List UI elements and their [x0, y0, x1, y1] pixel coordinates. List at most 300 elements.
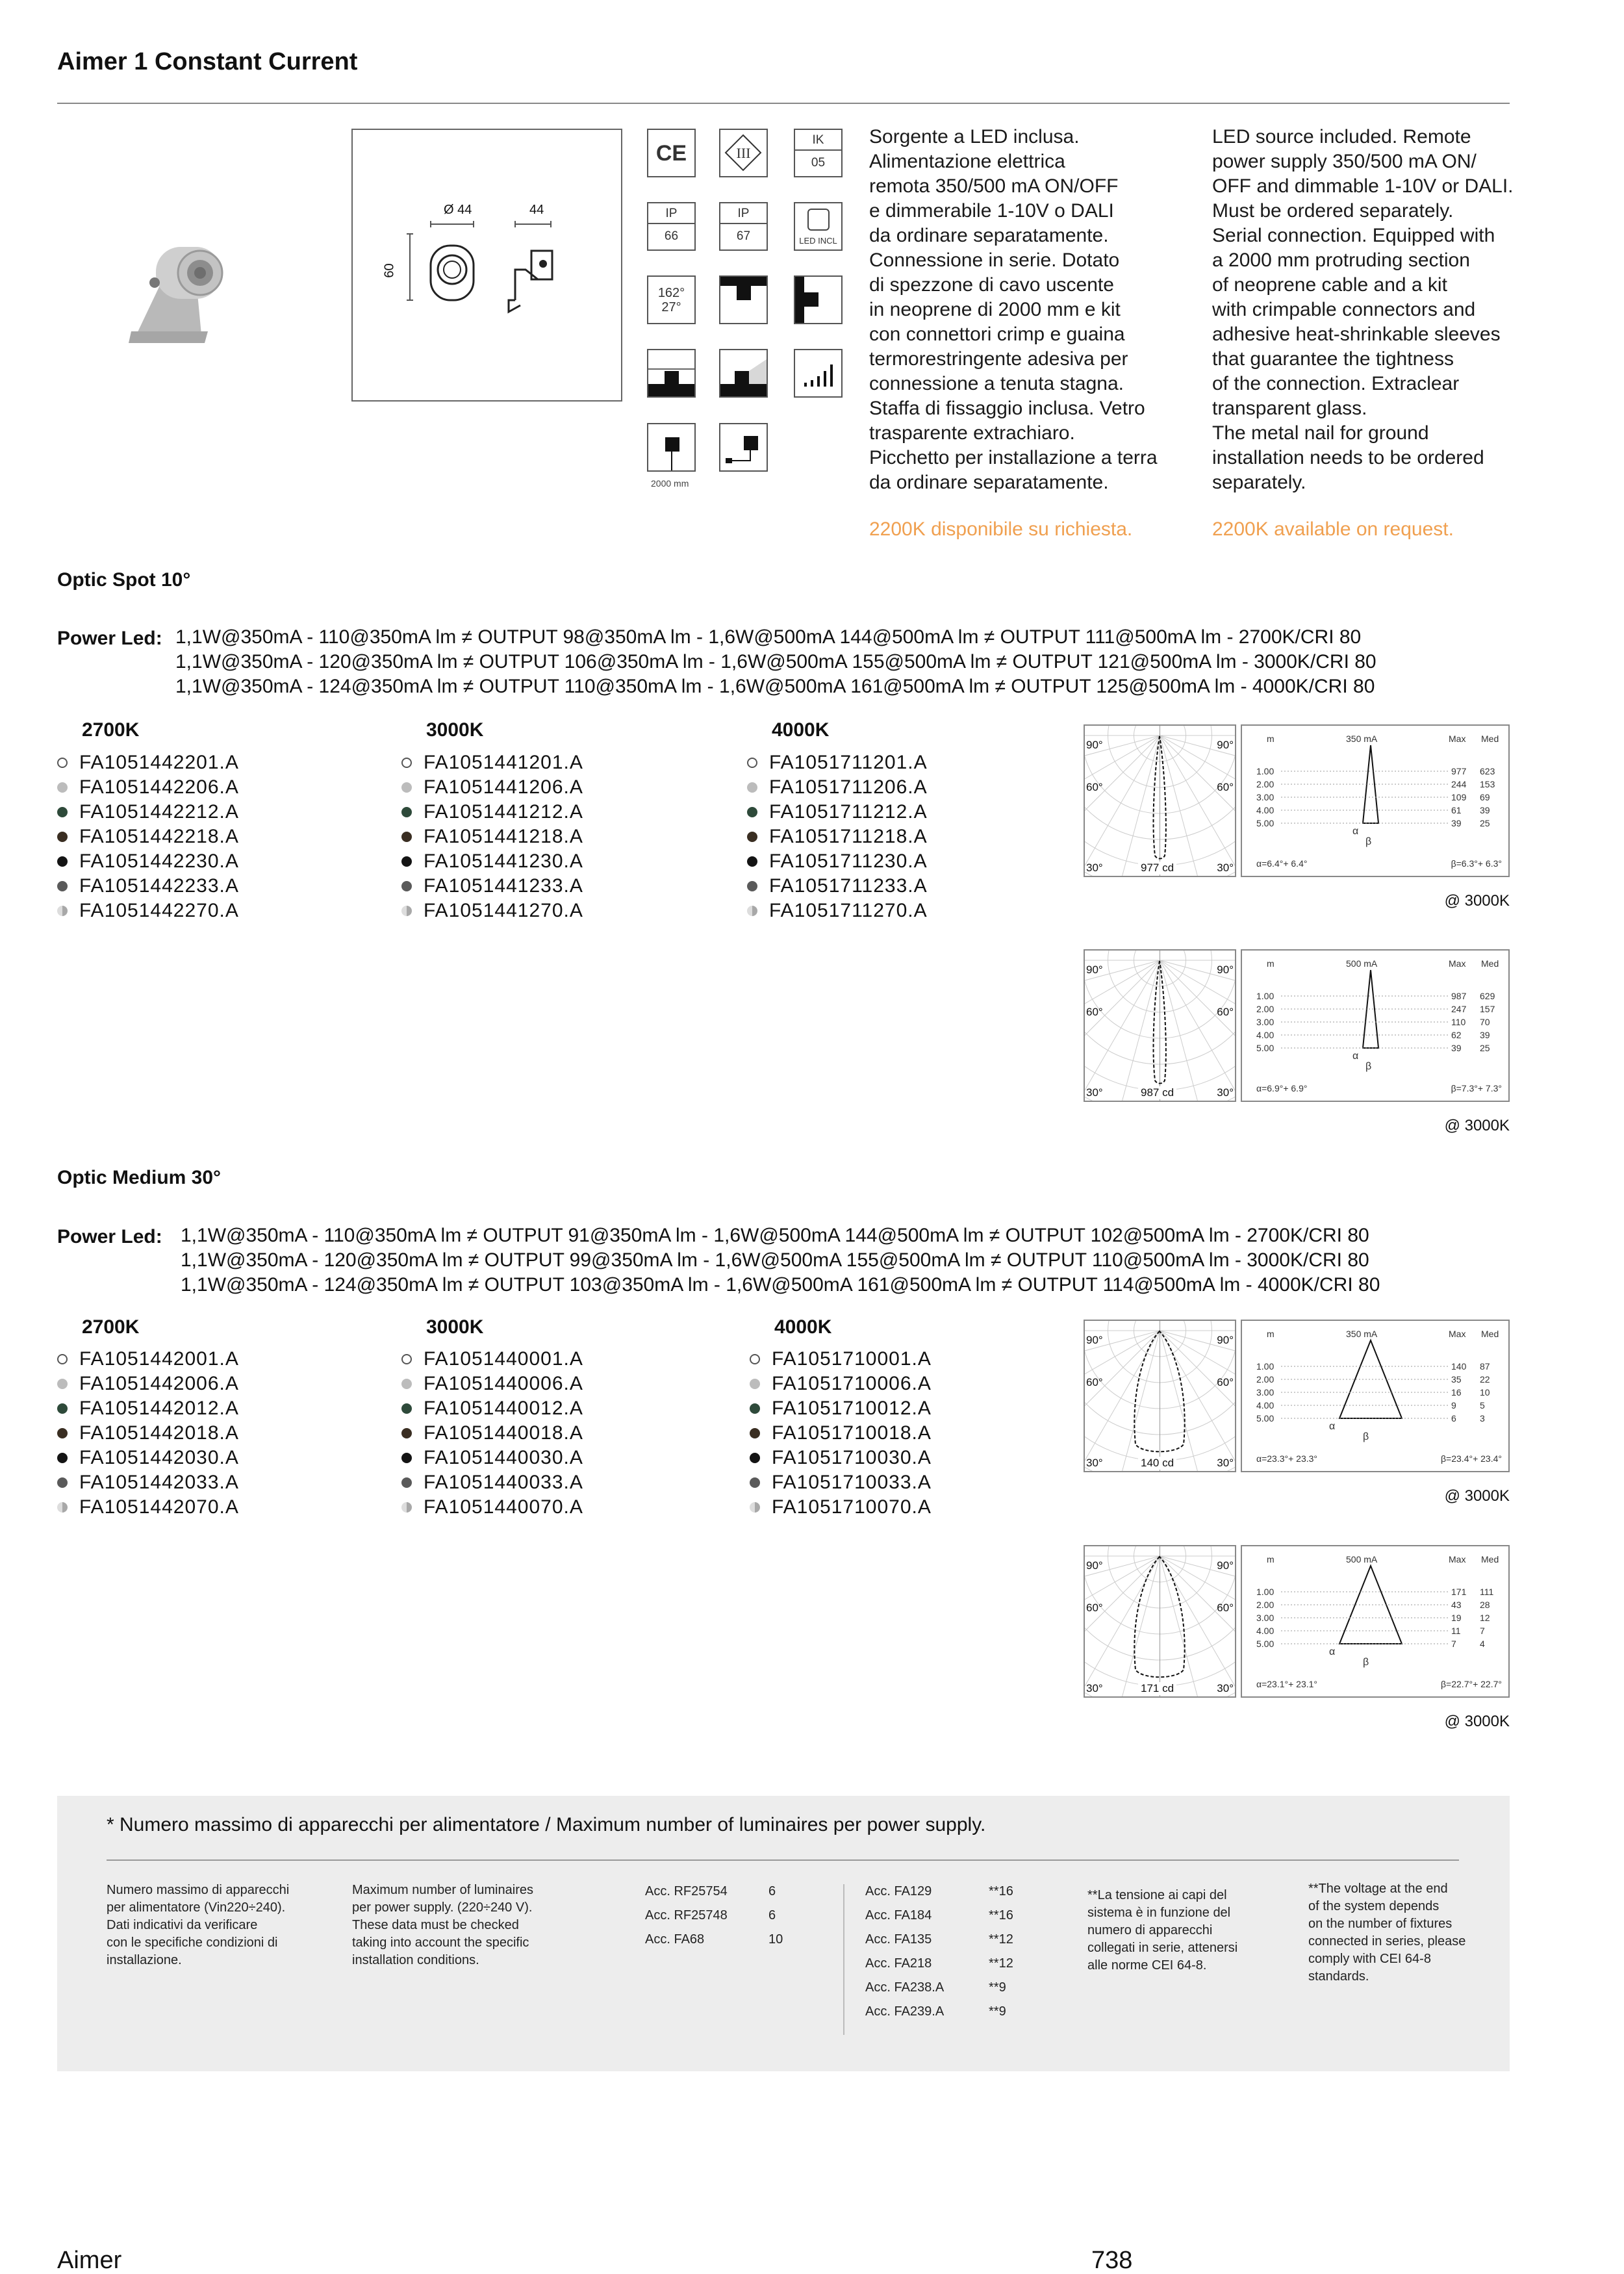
product-code-item [401, 899, 583, 923]
finish-color-swatch [747, 856, 757, 867]
code-list-4000k [750, 1347, 932, 1520]
finish-color-swatch [401, 1354, 412, 1364]
product-code-item [57, 1470, 239, 1495]
column-head-3000k: 3000K [426, 719, 484, 741]
max-lux-value: 247 [1451, 1004, 1467, 1014]
product-code-item [401, 1396, 583, 1421]
wall-mount-icon [794, 275, 843, 324]
cable-icon [647, 423, 696, 472]
dimension-diameter: Ø 44 [444, 203, 472, 217]
max-lux-value: 6 [1451, 1413, 1456, 1424]
max-lux-value: 19 [1451, 1613, 1462, 1623]
product-code: FA1051442030.A [79, 1447, 239, 1468]
product-code: FA1051442070.A [79, 1496, 239, 1518]
angle-label: 60° [1086, 781, 1103, 793]
tilt-angle-icon: 162° 27° [647, 275, 696, 324]
product-code-item [747, 849, 928, 874]
max-luminaires: **9 [989, 1980, 1006, 1995]
product-code: FA1051441218.A [424, 826, 583, 847]
angle-label: 30° [1217, 1086, 1234, 1099]
angle-label: 60° [1086, 1006, 1103, 1018]
angle-label: 90° [1217, 739, 1234, 751]
product-code: FA1051710018.A [772, 1422, 932, 1444]
angle-label: 90° [1217, 1334, 1234, 1346]
power-supply-box [57, 1796, 1510, 2071]
peak-intensity: 987 cd [1138, 1086, 1176, 1099]
accessory-code: Acc. RF25754 [645, 1884, 728, 1898]
accessory-row [645, 1932, 840, 1956]
product-code: FA1051442233.A [79, 875, 239, 897]
product-code: FA1051442033.A [79, 1472, 239, 1493]
max-luminaires: **16 [989, 1884, 1013, 1898]
beta-symbol: β [1363, 1657, 1369, 1668]
product-code-item [401, 1495, 583, 1520]
finish-color-swatch [401, 1379, 412, 1389]
angle-label: 90° [1086, 1559, 1103, 1572]
power-led-lines [175, 625, 1377, 699]
product-code-item [401, 750, 583, 775]
product-code: FA1051711218.A [769, 826, 928, 847]
footer-text-line: Dati indicativi da verificare [107, 1918, 258, 1932]
product-code: FA1051440070.A [424, 1496, 583, 1518]
polar-diagram [1084, 1545, 1236, 1698]
med-lux-value: 22 [1480, 1374, 1490, 1385]
product-code: FA1051711233.A [769, 875, 928, 897]
product-code: FA1051442218.A [79, 826, 239, 847]
cone-col-med: Med [1481, 958, 1499, 969]
section-title-spot: Optic Spot 10° [57, 569, 191, 591]
distance-value: 3.00 [1256, 1387, 1275, 1398]
max-luminaires: 6 [768, 1908, 776, 1923]
product-code: FA1051441212.A [424, 801, 583, 823]
angle-label: 90° [1217, 964, 1234, 976]
distance-value: 5.00 [1256, 1639, 1275, 1649]
polar-grid [1085, 1321, 1235, 1471]
med-lux-value: 69 [1480, 792, 1490, 802]
dimension-height: 60 [382, 263, 397, 278]
product-code: FA1051442230.A [79, 850, 239, 872]
polar-grid [1085, 726, 1235, 876]
peak-intensity: 140 cd [1138, 1457, 1176, 1470]
polar-diagram [1084, 949, 1236, 1102]
beta-angle-note: β=23.4°+ 23.4° [1441, 1453, 1502, 1464]
power-line: 1,1W@350mA - 120@350mA lm ≠ OUTPUT 99@350mA lm - 1,6W@500mA 155@500mA lm ≠ OUTPUT 110@500mA lm - 3000K/CRI 80 [181, 1249, 1369, 1271]
alpha-angle-note: α=23.3°+ 23.3° [1256, 1453, 1318, 1464]
column-head-3000k: 3000K [426, 1316, 484, 1338]
angle-label: 30° [1217, 862, 1234, 874]
product-code-item [747, 775, 928, 800]
ip67-icon: IP 67 [719, 202, 768, 251]
finish-color-swatch [57, 1477, 68, 1488]
product-code-item [401, 849, 583, 874]
product-code-item [401, 1421, 583, 1446]
angle-label: 30° [1217, 1682, 1234, 1694]
accessory-row [865, 1980, 1060, 2004]
distance-value: 1.00 [1256, 991, 1275, 1001]
finish-color-swatch [57, 1379, 68, 1389]
finish-color-swatch [750, 1403, 760, 1414]
max-lux-value: 61 [1451, 805, 1462, 815]
code-list-2700k [57, 750, 239, 923]
voltage-note-italian [1087, 1887, 1237, 1974]
reference-cct: @ 3000K [1444, 1713, 1510, 1730]
description-line: separately. [1212, 472, 1306, 493]
cone-col-m: m [1267, 734, 1275, 744]
power-led-lines [181, 1223, 1380, 1297]
product-code-item [750, 1446, 932, 1470]
description-line: with crimpable connectors and [1212, 299, 1476, 320]
med-lux-value: 70 [1480, 1017, 1490, 1027]
distance-value: 4.00 [1256, 805, 1275, 815]
max-lux-value: 9 [1451, 1400, 1456, 1411]
finish-color-swatch [747, 832, 757, 842]
product-code: FA1051710033.A [772, 1472, 932, 1493]
angle-label: 90° [1086, 739, 1103, 751]
dimmable-icon [794, 349, 843, 398]
product-code-item [401, 1470, 583, 1495]
description-italian [869, 125, 1194, 495]
product-code-item [57, 899, 239, 923]
description-line: transparent glass. [1212, 398, 1367, 419]
product-code-item [747, 899, 928, 923]
med-lux-value: 39 [1480, 1030, 1490, 1040]
beta-symbol: β [1365, 836, 1372, 847]
max-luminaires: 10 [768, 1932, 783, 1947]
product-code-item [401, 800, 583, 824]
accessory-list-a [645, 1884, 840, 1956]
product-code: FA1051442018.A [79, 1422, 239, 1444]
finish-color-swatch [750, 1354, 760, 1364]
accessory-code: Acc. FA218 [865, 1956, 932, 1971]
description-line: Alimentazione elettrica [869, 151, 1065, 172]
footer-text-line: alle norme CEI 64-8. [1087, 1958, 1207, 1973]
product-code-item [401, 775, 583, 800]
beta-angle-note: β=6.3°+ 6.3° [1451, 858, 1502, 869]
angle-label: 30° [1086, 862, 1103, 874]
product-code: FA1051442212.A [79, 801, 239, 823]
product-code-item [57, 1396, 239, 1421]
med-lux-value: 629 [1480, 991, 1495, 1001]
accessory-code: Acc. FA239.A [865, 2004, 945, 2019]
angle-label: 30° [1217, 1457, 1234, 1469]
alpha-angle-note: α=6.9°+ 6.9° [1256, 1083, 1308, 1093]
accessory-row [865, 1932, 1060, 1956]
ce-mark-icon: CE [647, 129, 696, 177]
finish-color-swatch [750, 1379, 760, 1389]
power-line: 1,1W@350mA - 110@350mA lm ≠ OUTPUT 91@350mA lm - 1,6W@500mA 144@500mA lm ≠ OUTPUT 102@500mA lm - 2700K/CRI 80 [181, 1225, 1369, 1246]
footer-text-line: Numero massimo di apparecchi [107, 1883, 290, 1897]
polar-grid [1085, 951, 1235, 1101]
product-code: FA1051711212.A [769, 801, 928, 823]
footer-text-line: on the number of fixtures [1308, 1917, 1453, 1931]
cone-col-med: Med [1481, 734, 1499, 744]
product-code-item [57, 1372, 239, 1396]
power-line: 1,1W@350mA - 124@350mA lm ≠ OUTPUT 103@350mA lm - 1,6W@500mA 161@500mA lm ≠ OUTPUT 114@500mA lm - 4000K/CRI 80 [181, 1274, 1380, 1296]
accessory-row [865, 1956, 1060, 1980]
max-luminaires: **16 [989, 1908, 1013, 1923]
product-code: FA1051441201.A [424, 752, 583, 773]
finish-color-swatch [401, 1428, 412, 1438]
alpha-symbol: α [1329, 1646, 1336, 1657]
cone-current: 350 mA [1346, 1329, 1378, 1339]
product-code-item [747, 800, 928, 824]
product-code: FA1051710030.A [772, 1447, 932, 1468]
description-line: termorestringente adesiva per [869, 348, 1128, 370]
illuminance-cone [1241, 949, 1510, 1102]
finish-color-swatch [401, 856, 412, 867]
cable-length-label: 2000 mm [651, 478, 689, 489]
accessory-row [865, 1908, 1060, 1932]
ceiling-mount-icon [719, 275, 768, 324]
product-code: FA1051710006.A [772, 1373, 932, 1394]
product-code: FA1051441270.A [424, 900, 583, 921]
max-lux-value: 35 [1451, 1374, 1462, 1385]
accessory-code: Acc. RF25748 [645, 1908, 728, 1923]
title-divider [57, 103, 1510, 104]
description-line: connessione a tenuta stagna. [869, 373, 1124, 394]
med-lux-value: 25 [1480, 1043, 1490, 1053]
page-number: 738 [1091, 2247, 1133, 2274]
product-code: FA1051442206.A [79, 776, 239, 798]
ip66-icon: IP 66 [647, 202, 696, 251]
distance-value: 2.00 [1256, 1374, 1275, 1385]
alpha-angle-note: α=23.1°+ 23.1° [1256, 1679, 1318, 1689]
description-line: con connettori crimp e guaina [869, 324, 1125, 345]
page-title: Aimer 1 Constant Current [57, 48, 358, 75]
power-led-label: Power Led: [57, 1226, 162, 1247]
distance-value: 4.00 [1256, 1030, 1275, 1040]
accessory-code: Acc. FA135 [865, 1932, 932, 1947]
med-lux-value: 28 [1480, 1600, 1490, 1610]
description-line: The metal nail for ground [1212, 422, 1429, 444]
product-code-item [57, 1495, 239, 1520]
description-line: of neoprene cable and a kit [1212, 274, 1447, 296]
cone-current: 500 mA [1346, 1554, 1378, 1565]
power-supply-title: * Numero massimo di apparecchi per alimentatore / Maximum number of luminaires per power supply. [107, 1814, 986, 1835]
med-lux-value: 3 [1480, 1413, 1485, 1424]
footer-text-line: installazione. [107, 1953, 182, 1967]
footer-text-line: of the system depends [1308, 1899, 1440, 1913]
product-code: FA1051441233.A [424, 875, 583, 897]
distance-value: 1.00 [1256, 766, 1275, 776]
dimension-width: 44 [529, 203, 544, 217]
cone-current: 350 mA [1346, 734, 1378, 744]
finish-color-swatch [401, 782, 412, 793]
footer-brand: Aimer [57, 2247, 122, 2274]
illuminance-cone [1241, 724, 1510, 877]
distance-value: 1.00 [1256, 1361, 1275, 1372]
distance-value: 2.00 [1256, 779, 1275, 789]
description-line: Connessione in serie. Dotato [869, 249, 1120, 271]
cone-drawing [1242, 1321, 1508, 1471]
finish-color-swatch [401, 881, 412, 891]
description-line: OFF and dimmable 1-10V or DALI. [1212, 175, 1514, 197]
ground-tilt-icon [719, 349, 768, 398]
max-luminaires: **9 [989, 2004, 1006, 2019]
accessory-code: Acc. FA184 [865, 1908, 932, 1923]
cone-col-med: Med [1481, 1329, 1499, 1339]
description-line: that guarantee the tightness [1212, 348, 1454, 370]
product-code-item [57, 1347, 239, 1372]
finish-color-swatch [401, 906, 412, 916]
max-lux-value: 16 [1451, 1387, 1462, 1398]
description-english [1212, 125, 1524, 495]
led-included-icon: LED INCL [794, 202, 843, 251]
column-head-2700k: 2700K [82, 1316, 140, 1338]
product-code: FA1051442201.A [79, 752, 239, 773]
polar-diagram [1084, 724, 1236, 877]
finish-color-swatch [747, 906, 757, 916]
product-code-item [750, 1347, 932, 1372]
max-lux-value: 43 [1451, 1600, 1462, 1610]
max-lux-value: 39 [1451, 818, 1462, 828]
accessory-row [645, 1884, 840, 1908]
angle-label: 90° [1086, 964, 1103, 976]
angle-label: 60° [1217, 1602, 1234, 1614]
code-list-4000k [747, 750, 928, 923]
alpha-symbol: α [1352, 826, 1359, 837]
accessory-row [865, 1884, 1060, 1908]
description-line: e dimmerabile 1-10V o DALI [869, 200, 1114, 222]
max-lux-value: 62 [1451, 1030, 1462, 1040]
footer-text-line: per alimentatore (Vin220÷240). [107, 1900, 286, 1915]
finish-color-swatch [401, 1403, 412, 1414]
product-code: FA1051442006.A [79, 1373, 239, 1394]
peak-intensity: 171 cd [1138, 1682, 1176, 1695]
max-lux-value: 140 [1451, 1361, 1467, 1372]
alpha-symbol: α [1329, 1421, 1336, 1432]
cone-col-max: Max [1449, 958, 1466, 969]
product-code: FA1051440006.A [424, 1373, 583, 1394]
product-code-item [750, 1396, 932, 1421]
beta-angle-note: β=7.3°+ 7.3° [1451, 1083, 1502, 1093]
description-line: Must be ordered separately. [1212, 200, 1454, 222]
product-code-item [747, 874, 928, 899]
max-lux-value: 987 [1451, 991, 1467, 1001]
finish-color-swatch [750, 1428, 760, 1438]
finish-color-swatch [57, 832, 68, 842]
angle-label: 60° [1217, 1376, 1234, 1388]
distance-value: 3.00 [1256, 792, 1275, 802]
accessory-row [865, 2004, 1060, 2028]
cone-col-m: m [1267, 1329, 1275, 1339]
footer-text-line: numero di apparecchi [1087, 1923, 1213, 1937]
footer-text-line: These data must be checked [352, 1918, 519, 1932]
product-code-item [57, 750, 239, 775]
product-code: FA1051441230.A [424, 850, 583, 872]
product-code: FA1051441206.A [424, 776, 583, 798]
class-iii-icon: III [719, 129, 768, 177]
angle-label: 30° [1086, 1086, 1103, 1099]
power-led-label: Power Led: [57, 628, 162, 649]
description-line: in neoprene di 2000 mm e kit [869, 299, 1121, 320]
angle-label: 90° [1086, 1334, 1103, 1346]
description-line: trasparente extrachiaro. [869, 422, 1075, 444]
angle-label: 90° [1217, 1559, 1234, 1572]
column-head-2700k: 2700K [82, 719, 140, 741]
product-code-item [747, 824, 928, 849]
power-line: 1,1W@350mA - 120@350mA lm ≠ OUTPUT 106@350mA lm - 1,6W@500mA 155@500mA lm ≠ OUTPUT 121@500mA lm - 3000K/CRI 80 [175, 651, 1377, 672]
footer-divider [107, 1859, 1459, 1861]
cone-drawing [1242, 951, 1508, 1101]
med-lux-value: 623 [1480, 766, 1495, 776]
product-code-item [57, 775, 239, 800]
product-code: FA1051711270.A [769, 900, 928, 921]
footer-text-line: per power supply. (220÷240 V). [352, 1900, 533, 1915]
footer-text-line: **The voltage at the end [1308, 1882, 1448, 1896]
accessory-code: Acc. FA129 [865, 1884, 932, 1898]
finish-color-swatch [750, 1477, 760, 1488]
column-head-4000k: 4000K [774, 1316, 832, 1338]
product-code: FA1051711230.A [769, 850, 928, 872]
finish-color-swatch [750, 1502, 760, 1513]
product-code: FA1051440018.A [424, 1422, 583, 1444]
beta-symbol: β [1363, 1431, 1369, 1442]
description-line: a 2000 mm protruding section [1212, 249, 1470, 271]
max-lux-value: 109 [1451, 792, 1467, 802]
footer-text-line: Maximum number of luminaires [352, 1883, 533, 1897]
product-code: FA1051440033.A [424, 1472, 583, 1493]
finish-color-swatch [747, 807, 757, 817]
max-lux-value: 244 [1451, 779, 1467, 789]
note-2200k-english: 2200K available on request. [1212, 518, 1454, 540]
max-lux-value: 171 [1451, 1587, 1467, 1597]
power-line: 1,1W@350mA - 124@350mA lm ≠ OUTPUT 110@350mA lm - 1,6W@500mA 161@500mA lm ≠ OUTPUT 125@500mA lm - 4000K/CRI 80 [175, 676, 1375, 697]
product-code: FA1051710001.A [772, 1348, 932, 1370]
product-code-item [57, 1421, 239, 1446]
finish-color-swatch [401, 1453, 412, 1463]
product-code: FA1051440030.A [424, 1447, 583, 1468]
polar-diagram [1084, 1320, 1236, 1472]
distance-value: 4.00 [1256, 1626, 1275, 1636]
product-code-item [750, 1372, 932, 1396]
product-code-item [401, 1372, 583, 1396]
column-head-4000k: 4000K [772, 719, 830, 741]
angle-label: 60° [1217, 781, 1234, 793]
description-line: da ordinare separatamente. [869, 472, 1109, 493]
distance-value: 2.00 [1256, 1600, 1275, 1610]
cone-col-max: Max [1449, 734, 1466, 744]
product-code-item [57, 800, 239, 824]
product-code: FA1051440001.A [424, 1348, 583, 1370]
finish-color-swatch [747, 782, 757, 793]
product-code-item [750, 1495, 932, 1520]
description-line: adhesive heat-shrinkable sleeves [1212, 324, 1501, 345]
ground-mount-icon [647, 349, 696, 398]
description-line: da ordinare separatamente. [869, 225, 1109, 246]
product-code: FA1051710012.A [772, 1398, 932, 1419]
angle-label: 60° [1086, 1376, 1103, 1388]
footer-text-line: connected in series, please [1308, 1934, 1466, 1948]
footer-text-line: con le specifiche condizioni di [107, 1935, 278, 1950]
description-line: Serial connection. Equipped with [1212, 225, 1495, 246]
product-code: FA1051711201.A [769, 752, 928, 773]
distance-value: 4.00 [1256, 1400, 1275, 1411]
footer-text-line: comply with CEI 64-8 [1308, 1952, 1431, 1966]
cone-col-max: Max [1449, 1554, 1466, 1565]
power-line: 1,1W@350mA - 110@350mA lm ≠ OUTPUT 98@350mA lm - 1,6W@500mA 144@500mA lm ≠ OUTPUT 111@500mA lm - 2700K/CRI 80 [175, 626, 1362, 648]
footer-separator [843, 1884, 844, 2035]
voltage-note-english [1308, 1880, 1465, 1986]
technical-drawing [351, 129, 622, 402]
description-line: power supply 350/500 mA ON/ [1212, 151, 1477, 172]
code-list-3000k [401, 1347, 583, 1520]
cone-col-med: Med [1481, 1554, 1499, 1565]
max-lux-value: 11 [1451, 1626, 1461, 1636]
med-lux-value: 87 [1480, 1361, 1490, 1372]
accessory-code: Acc. FA238.A [865, 1980, 945, 1995]
product-code: FA1051442012.A [79, 1398, 239, 1419]
